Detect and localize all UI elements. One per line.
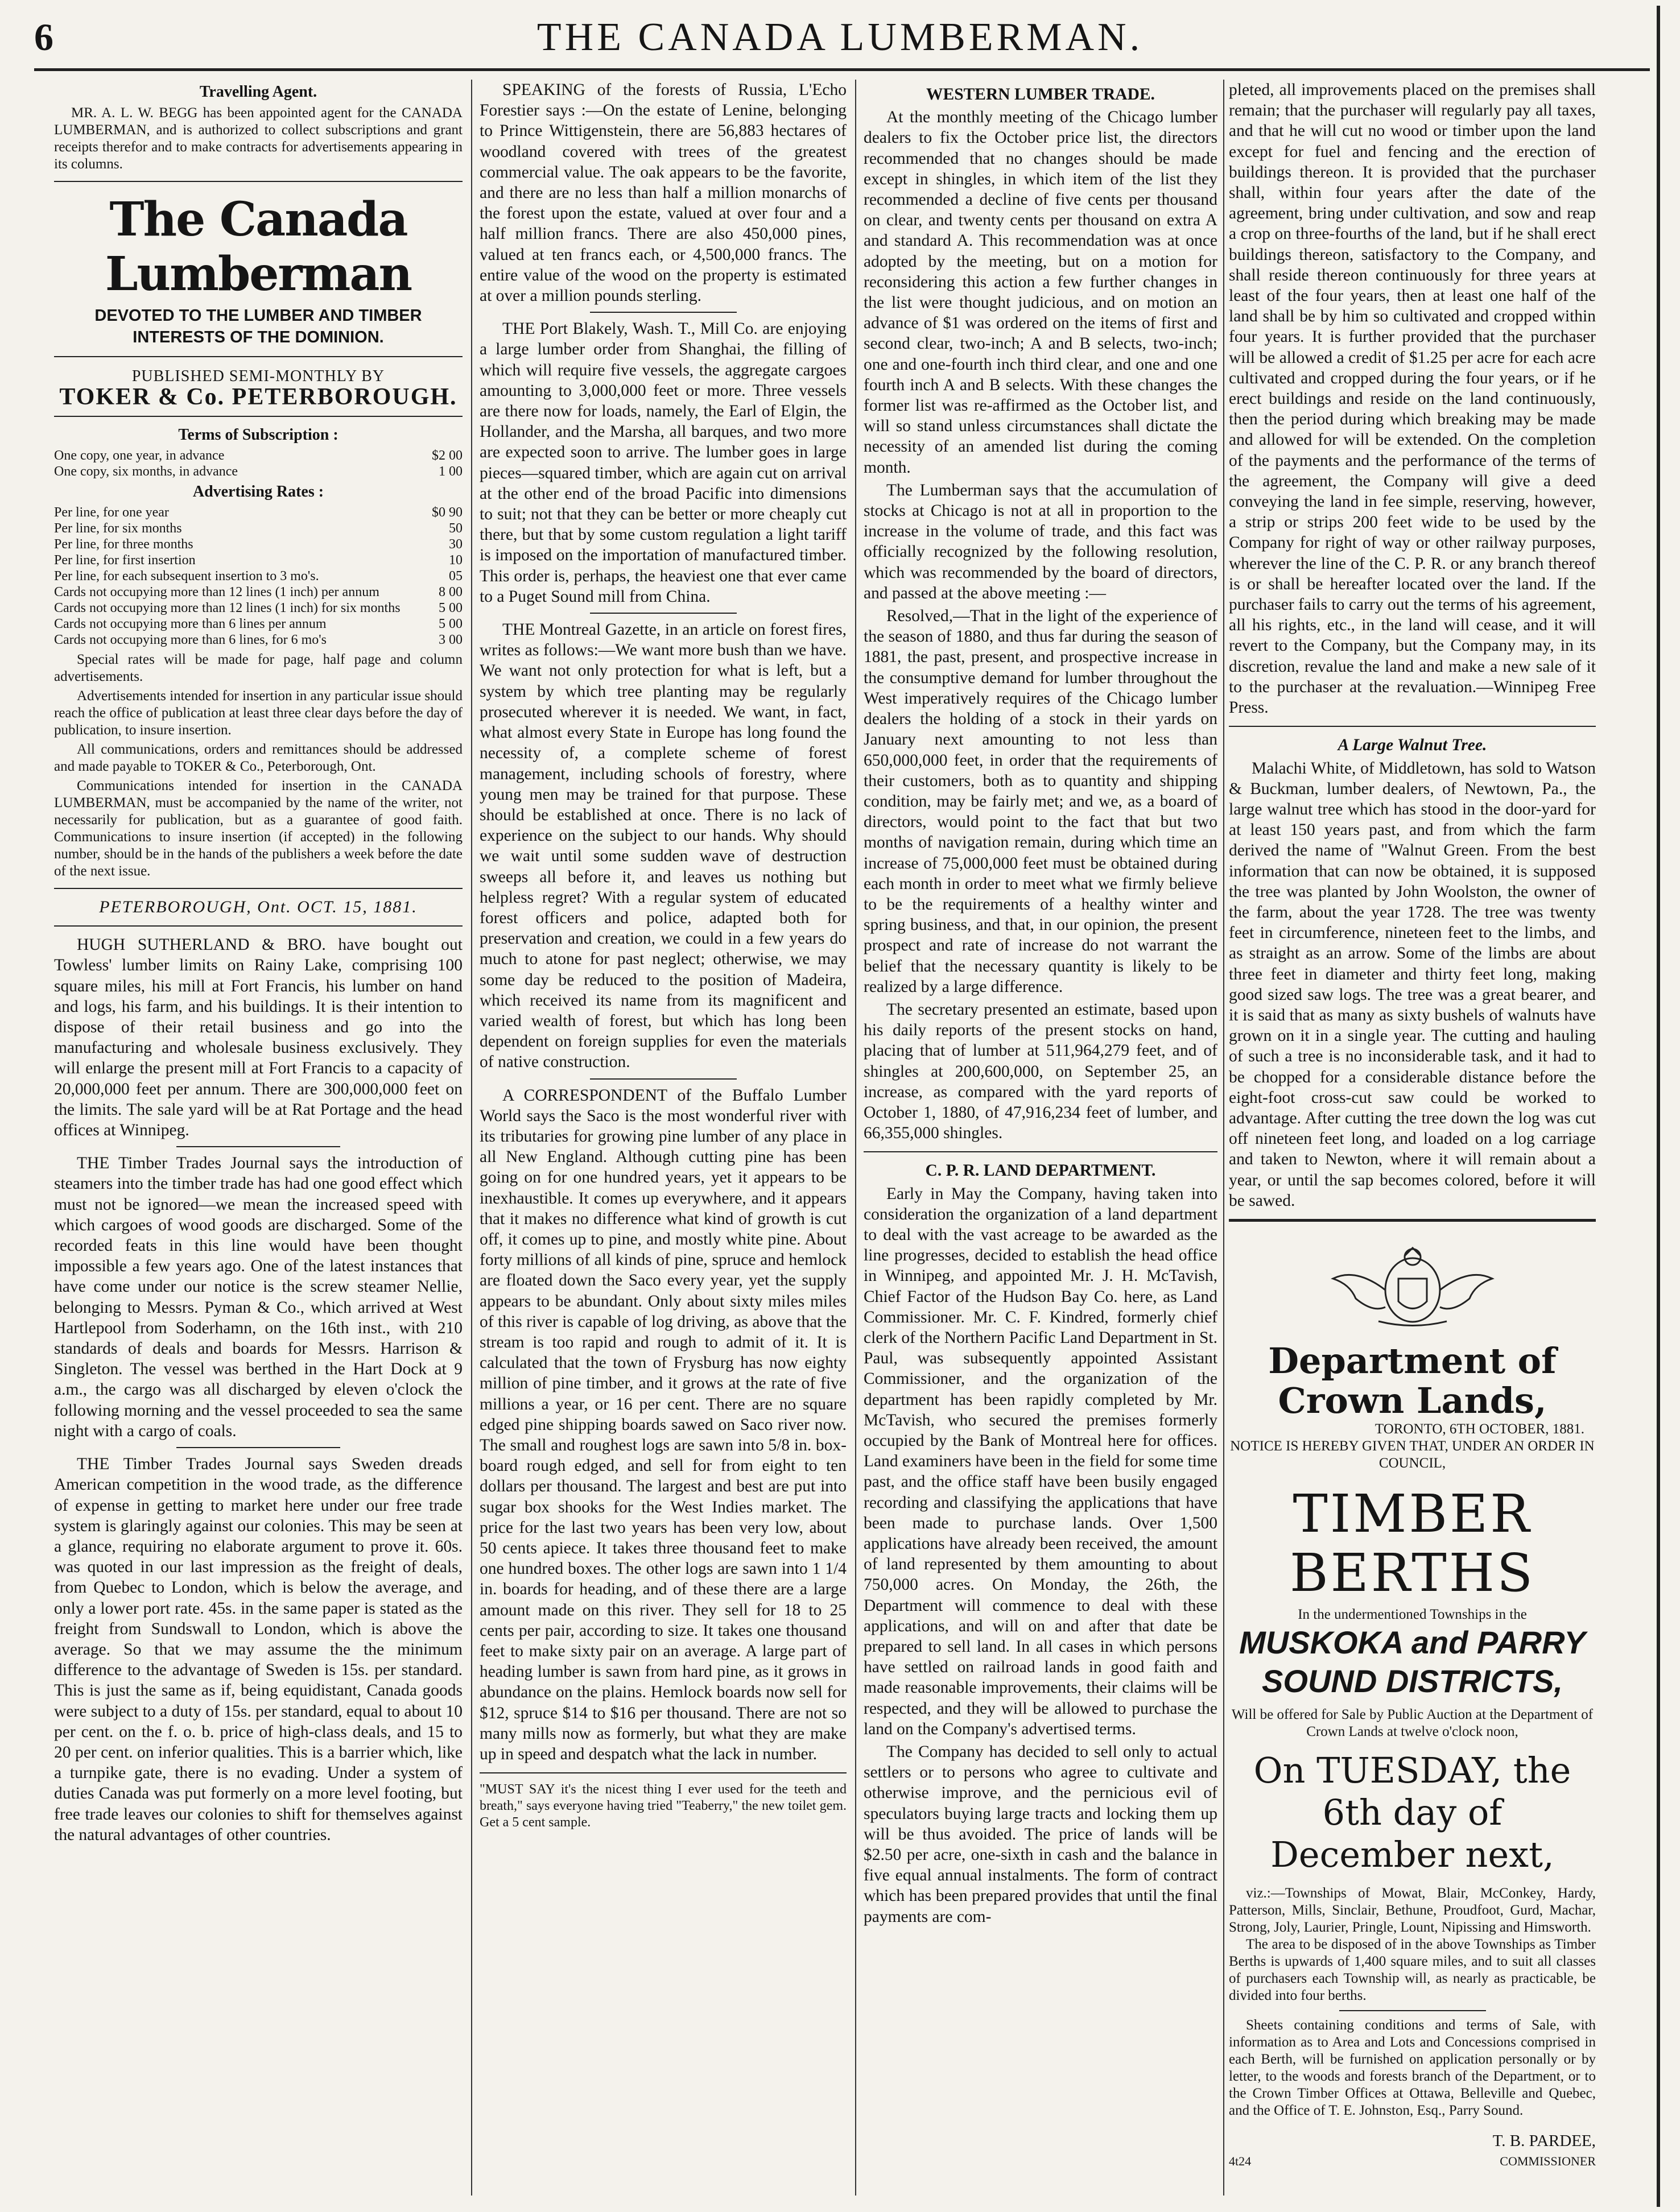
column-4: [1229, 80, 1596, 2196]
divider: [54, 181, 463, 182]
column-rule: [471, 80, 472, 2196]
rate-label: Cards not occupying more than 6 lines per annum: [54, 617, 327, 632]
ad-notice: NOTICE IS HEREBY GIVEN THAT, UNDER AN ORDER IN COUNCIL,: [1230, 1438, 1595, 1471]
rate-row: [54, 632, 463, 648]
publisher-name: TOKER & Co. PETERBOROUGH.: [59, 384, 457, 411]
rate-row: [54, 464, 463, 479]
column-2: [480, 80, 847, 2196]
rate-label: Cards not occupying more than 12 lines (1 inch) for six months: [54, 601, 401, 616]
divider: [54, 356, 463, 357]
article-paragraph: THE Timber Trades Journal says the introduction of steamers into the timber trade has had one good effect which must not be ignored—we mean the increased speed with which cargoes of wood goods are discharged. Some of the recorded feats in this line would have been thought impossible a few years ago. One of the latest instances that have come under our notice is the screw steamer Nellie, belonging to Messrs. Pyman & Co., which arrived at West Hartlepool from Soderhamn, on the 16th inst., with 210 standards of deals and boards for Messrs. Harrison & Singleton. The vessel was berthed in the Hart Dock at 9 a.m., the cargo was all discharged by eleven o'clock the following morning and the vessel proceeded to sea the same night with a cargo of coals.: [54, 1154, 463, 1440]
section-heading: WESTERN LUMBER TRADE.: [926, 85, 1155, 104]
paper-name: The Canada Lumberman: [105, 192, 412, 302]
ad-offered: Will be offered for Sale by Public Auction at the Department of Crown Lands at twelve o'clock noon,: [1231, 1706, 1594, 1739]
divider: [176, 1146, 340, 1147]
rate-price: 30: [449, 537, 463, 552]
article-paragraph: SPEAKING of the forests of Russia, L'Echo Forestier says :—On the estate of Lenine, belonging to Prince Wittigenstein, there are 56,883 hectares of woodland covered with trees of the greatest commercial value. The oak appears to be the favorite, and there are no less than half a million monarchs of the forest upon the estate, valued at over four and a half million francs. There are also 450,000 pines, valued at ten francs each, or 4,500,000 francs. The entire value of the wood on the property is estimated at over a million pounds sterling.: [480, 81, 847, 305]
rate-row: [54, 616, 463, 632]
divider: [176, 1447, 340, 1448]
rate-price: 50: [449, 521, 463, 536]
masthead-title: THE CANADA LUMBERMAN.: [536, 15, 1144, 59]
rate-label: Per line, for six months: [54, 521, 182, 536]
divider: [590, 1078, 737, 1080]
article-paragraph: The Company has decided to sell only to actual settlers or to persons who agree to cultivate and otherwise improve, and the pernicious evil of speculators buying large tracts and locking them up will be thus avoided. The price of lands will be $2.50 per acre, one-sixth in cash and the balance in five equal annual instalments. The form of contract which has been prepared provides that until the final payments are com-: [864, 1743, 1217, 1926]
column-3: [864, 80, 1217, 2196]
rates-note: All communications, orders and remittances should be addressed and made payable to TOKER & Co., Peterborough, Ont.: [54, 742, 463, 775]
page-number: 6: [34, 15, 53, 59]
column-rule: [855, 80, 856, 2196]
divider: [54, 925, 463, 927]
article-paragraph: A CORRESPONDENT of the Buffalo Lumber World says the Saco is the most wonderful river with its tributaries for growing pine lumber of any place in all New England. Although cutting pine has been going on for one hundred years, yet it appears to be inexhaustible. It comes up everywhere, and it appears that it makes no difference what kind of growth is cut off, it comes up to pine, and mostly white pine. About forty millions of all kinds of pine, spruce and hemlock are floated down the Saco every year, yet the supply appears to be abundant. Only about sixty miles miles of this river is capable of log driving, as above that the stream is too rapid and rough to admit of it. It is calculated that the town of Frysburg has now eighty million of pine timber, and it grows at the rate of five millions a year, or 16 per cent. There are no square edged pine shipping boards sawed on Saco river now. The small and roughest logs are sawn into 5/8 in. box-board rough edged, and sell for from eight to ten dollars per thousand. The largest and best are put into sugar box shooks for the West Indies market. The price for the last two years has been very low, about 50 cents apiece. It takes three thousand feet to make one hundred boxes. The other logs are sawn into 1 1/4 in. boards for heading, and of these there are a large amount made on this river. They sell for 18 to 25 cents per pair, according to size. It takes one thousand feet to make sixty pair on an average. A large part of heading lumber is sawn from hard pine, as it grows in abundance on the plains. Hemlock boards now sell for $12, spruce $14 to $16 per thousand. There are not so many mills now as formerly, but what they are make up in speed and despatch what the lack in number.: [480, 1086, 847, 1764]
ad-in-townships: In the undermentioned Townships in the: [1298, 1606, 1527, 1622]
rate-price: 5 00: [439, 601, 463, 616]
article-paragraph: Resolved,—That in the light of the experience of the season of 1880, and thus far during the season of 1881, the past, present, and prospective increase in the consumptive demand for lumber throughout the West imperatively requires of the Chicago lumber dealers the holding of a stock in their yards on January next amounting to not less than 650,000,000 feet, in order that the requirements of their customers, both as to quantity and shipping condition, may be fairly met; and we, as a board of directors, would point to the fact that but two months of navigation remain, during which time an increase of 75,000,000 feet must be obtained during each month in order to meet what we firmly believe to be the requirements of a healthy winter and spring business, and that, in our opinion, the present prospect and rate of increase do not warrant the belief that the necessary quantity is likely to be realized by a large difference.: [864, 607, 1217, 996]
rate-row: [54, 568, 463, 584]
article-paragraph: Malachi White, of Middletown, has sold to Watson & Buckman, lumber dealers, of Newtown, Pa., the large walnut tree which has stood in the door-yard for at least 150 years past, and from which the farm derived the name of "Walnut Green. From the best information that can now be obtained, it is supposed the tree was planted by John Woolston, the owner of the farm, about the year 1728. The tree was twenty feet in circumference, nineteen feet to the limbs, and as straight as an arrow. Some of the limbs are about three feet in diameter and thirty feet long, making good sized saw logs. The tree was a great bearer, and it is said that as many as sixty bushels of walnuts have grown on it in a single year. The cutting and hauling of such a tree is no inconsiderable task, and it had to be chopped for a considerable distance before the eight-foot cross-cut saw could be worked to advantage. After cutting the tree down the log was cut off nineteen feet long, and loaded on a log carriage and taken to Newton, where it will remain about a year, or until the sap becomes colored, before it will be sawed.: [1229, 759, 1596, 1210]
rate-label: Cards not occupying more than 12 lines (1 inch) per annum: [54, 585, 379, 600]
rate-row: [54, 600, 463, 616]
rate-row: [54, 505, 463, 520]
article-paragraph: pleted, all improvements placed on the premises shall remain; that the purchaser will regularly pay all taxes, and that he will cut no wood or timber upon the land except for fuel and fencing and the erection of buildings thereon. It is provided that the purchaser shall, within four years after the date of the agreement, bring under cultivation, and sow and reap a crop on three-fourths of the land, but if he shall erect buildings thereon, satisfactory to the Company, and shall reside thereon continuously for three years at least of the four years, then at least one half of the land shall be by him so cultivated and cropped within four years. It is further provided that the purchaser will be allowed a credit of $1.25 per acre for each acre cultivated and cropped during the four years, or if he erect buildings and reside on the land continuously, then the period during which breaking may be made and allowed for will be extended. On the completion of the payments and the performance of the terms of the agreement, the Company will give a deed conveying the land in fee simple, reserving, however, a strip or strips 200 feet wide to be used by the Company for right of way or other railway purposes, wherever the line of the C. P. R. or any branch thereof is or shall be hereafter located over the land. If the purchaser fails to carry out the terms of his agreement, all his rights, etc., in the land will cease, and it will revert to the Company, but the Company may, in its discretion, revalue the land and make a new sale of it to the purchaser at the revaluation.—Winnipeg Free Press.: [1229, 81, 1596, 717]
divider: [590, 312, 737, 313]
rate-price: 05: [449, 569, 463, 584]
agent-text: MR. A. L. W. BEGG has been appointed agent for the CANADA LUMBERMAN, and is authorized to collect subscriptions and grant receipts therefor and to make contracts for advertisements appearing in its columns.: [54, 105, 463, 172]
ad-sheets: Sheets containing conditions and terms of Sale, with information as to Area and Lots and Concessions comprised in each Berth, will be furnished on application personally or by letter, to the woods and forests branch of the Department, or to the Crown Timber Offices at Ottawa, Belleville and Quebec, and the Office of T. E. Johnston, Esq., Parry Sound.: [1229, 2017, 1596, 2118]
ad-place-date: TORONTO, 6TH OCTOBER, 1881.: [1374, 1421, 1584, 1437]
ad-timber-berths: TIMBER BERTHS: [1289, 1483, 1535, 1603]
advert-note: "MUST SAY it's the nicest thing I ever used for the teeth and breath," says everyone having tried "Teaberry," the new toilet gem. Get a 5 cent sample.: [480, 1782, 847, 1830]
rate-row: [54, 536, 463, 552]
dateline: PETERBOROUGH, Ont. OCT. 15, 1881.: [99, 898, 418, 917]
column-1: [54, 80, 463, 2196]
agent-heading: Travelling Agent.: [199, 83, 317, 101]
divider: [590, 613, 737, 614]
masthead-rule: [34, 68, 1650, 71]
ad-area: The area to be disposed of in the above Townships as Timber Berths is upwards of 1,400 square miles, and to suit all classes of purchasers each Township will, as nearly as practicable, be divided into four berths.: [1229, 1936, 1596, 2003]
rate-label: Per line, for each subsequent insertion to 3 mo's.: [54, 569, 319, 584]
article-paragraph: Early in May the Company, having taken into consideration the organization of a land department to deal with the vast acreage to be awarded as the line progresses, decided to establish the head office in Winnipeg, and appointed Mr. J. H. McTavish, Chief Factor of the Hudson Bay Co. here, as Land Commissioner. Mr. C. F. Kindred, formerly chief clerk of the Northern Pacific Land Department in St. Paul, was subsequently appointed Assistant Commissioner, and the organization of the department has been rapidly completed by Mr. McTavish, who secured the premises formerly occupied by the Bank of Montreal here for offices. Land examiners have been in the field for some time past, and the office staff have been busily engaged recording and classifying the applications that have been made to purchase lands. Over 1,500 applications have already been received, the amount of land represented by them amounting to about 750,000 acres. On Monday, the 26th, the Department will commence to deal with these applications, and will on and after that date be prepared to sell land. In all cases in which persons have settled on railroad lands in good faith and made reasonable improvements, their claims will be respected, and they will be allowed to purchase the land on the Company's advertised terms.: [864, 1184, 1217, 1738]
tagline: DEVOTED TO THE LUMBER AND TIMBER INTERESTS OF THE DOMINION.: [94, 307, 422, 347]
article-paragraph: At the monthly meeting of the Chicago lumber dealers to fix the October price list, the directors recommended that no changes should be made except in shingles, in which item of the list they recommended a decline of five cents per thousand on clear, and twenty cents per thousand on extra A and standard A. This recommendation was at once adopted by the meeting, but on a motion for reconsidering this action a few further changes in the list were thought judicious, and on motion an advance of $1 was ordered on the items of first and second clear, two-inch; A and B selects, two-inch; one and one-fourth inch third clear, and one and one fourth inch A and B selects. With these changes the former list was re-affirmed as the October list, and will so stand unless circumstances shall dictate the necessity of an amended list during the coming month.: [864, 108, 1217, 477]
advertising-rates: [54, 505, 463, 648]
rate-row: [54, 552, 463, 568]
divider: [1229, 726, 1596, 727]
divider: [1339, 2010, 1486, 2011]
ad-code: 4t24: [1229, 2154, 1252, 2169]
section-heading: A Large Walnut Tree.: [1338, 736, 1487, 755]
article-paragraph: The Lumberman says that the accumulation of stocks at Chicago is not at all in proportion to the increase in the volume of trade, and this fact was officially recognized by the following resolution, which was recommended by the board of directors, and passed at the above meeting :—: [864, 481, 1217, 602]
rate-price: 5 00: [439, 617, 463, 632]
rate-label: One copy, one year, in advance: [54, 448, 225, 463]
rate-row: [54, 584, 463, 600]
ad-signer: T. B. PARDEE,: [1492, 2131, 1596, 2150]
rate-row: [54, 448, 463, 464]
ad-signer-title: COMMISSIONER: [1500, 2154, 1596, 2169]
rates-note: Communications intended for insertion in the CANADA LUMBERMAN, must be accompanied by the name of the writer, not necessarily for publication, but as a guarantee of good faith. Communications to insure insertion (if accepted) in the following number, should be in the hands of the publishers a week before the date of the next issue.: [54, 778, 463, 879]
rate-row: [54, 520, 463, 536]
ad-sale-date: On TUESDAY, the 6th day of December next,: [1253, 1749, 1571, 1875]
divider: [54, 888, 463, 889]
article-paragraph: THE Montreal Gazette, in an article on forest fires, writes as follows:—We want more bush than we have. We want not only protection for what is left, but a system by which tree planting may be regularly prosecuted wherever it is needed. We want, in fact, what almost every State in Europe has long found the necessity of, a complete scheme of forest management, including schools of forestry, where young men may be trained for that purpose. These should be established at once. There is no lack of experience on the subject to our hands. Why should we wait until some sudden wave of destruction sweeps all before it, and leaves us nothing but helpless regret? With a regular system of educated forest officers and police, adapted both for preservation and creation, we could in a few years do much to atone for past neglect; otherwise, we may some day be reduced to the position of Madeira, which received its name from its magnificent and varied wealth of forest, but which has long been dependent on foreign supplies for even the materials of native construction.: [480, 621, 847, 1072]
rate-price: 8 00: [439, 585, 463, 600]
rate-price: $0 90: [432, 505, 463, 520]
divider: [1229, 1219, 1596, 1222]
advertising-heading: Advertising Rates :: [192, 482, 324, 501]
subscription-heading: Terms of Subscription :: [178, 425, 339, 444]
article-paragraph: HUGH SUTHERLAND & BRO. have bought out Towless' lumber limits on Rainy Lake, comprising 100 square miles, his mill at Fort Francis, his lumber on hand and logs, his farm, and his buildings. It is their intention to dispose of their retail business and go into the manufacturing and wholesale business exclusively. They will enlarge the present mill at Fort Francis to a capacity of 20,000,000 feet per annum. There are 300,000,000 feet on the limits. The sale yard will be at Rat Portage and the head offices at Winnipeg.: [54, 936, 463, 1140]
page-edge: [1657, 6, 1660, 2207]
column-rule: [1223, 80, 1224, 2196]
rate-label: Per line, for first insertion: [54, 553, 196, 568]
subscription-list: [54, 448, 463, 479]
ad-department: Department of Crown Lands,: [1268, 1339, 1557, 1421]
rate-price: 1 00: [439, 464, 463, 479]
section-heading: C. P. R. LAND DEPARTMENT.: [925, 1161, 1156, 1180]
article-paragraph: THE Port Blakely, Wash. T., Mill Co. are enjoying a large lumber order from Shanghai, the filling of which will require five vessels, the aggregate cargoes amounting to 3,000,000 feet or more. Three vessels are there now for loads, namely, the Earl of Elgin, the Hollander, and the Marsha, all barques, and two more are expected soon to arrive. The lumber goes in large pieces—squared timber, which are again cut on arrival at the other end of the broad Pacific into dimensions to suit; not that they can be better or more cheaply cut there, but that by some custom regulation a light tariff is imposed on the importation of manufactured timber. This order is, perhaps, the heaviest one that ever came to a Puget Sound mill from China.: [480, 320, 847, 606]
rate-label: Per line, for three months: [54, 537, 193, 552]
rate-price: $2 00: [432, 448, 463, 463]
ad-townships: viz.:—Townships of Mowat, Blair, McConkey, Hardy, Patterson, Mills, Sinclair, Bethune, Proudfoot, Gurd, Machar, Strong, Joly, Laurier, Pringle, Lount, Nipissing and Himsworth.: [1229, 1885, 1596, 1935]
published-line: PUBLISHED SEMI-MONTHLY BY: [131, 367, 385, 386]
rate-price: 3 00: [439, 632, 463, 648]
coat-of-arms-emblem: [1293, 1244, 1532, 1330]
rates-note: Advertisements intended for insertion in any particular issue should reach the office of publication at least three clear days before the day of publication, to insure insertion.: [54, 688, 463, 738]
rates-note: Special rates will be made for page, half page and column advertisements.: [54, 652, 463, 685]
rate-label: Per line, for one year: [54, 505, 169, 520]
divider: [864, 1151, 1217, 1152]
rate-price: 10: [449, 553, 463, 568]
divider: [54, 416, 463, 417]
rate-label: Cards not occupying more than 6 lines, for 6 mo's: [54, 632, 327, 648]
article-paragraph: THE Timber Trades Journal says Sweden dreads American competition in the wood trade, as the difference of expense in getting to market here under our free trade system is glaringly against our colonies. This may be seen at a glance, requiring no elaborate argument to prove it. 60s. was quoted in our last impression as the freight of deals, from Quebec to London, which is below the average, and only a lower port rate. 45s. in the same paper is stated as the freight from Sundswall to London, which is above the average. So that we may assume the the minimum difference to the advantage of Sweden is 15s. per standard. This is just the same as if, being equidistant, Canada goods were subject to a duty of 15s. per standard, equal to about 10 per cent. on the f. o. b. price of high-class deals, and 15 to 20 per cent. on inferior qualities. This is a barrier which, like a turnpike gate, there is no evading. Under a system of duties Canada was put formerly on a more level footing, but free trade leaves our colonies to shift for themselves against the natural advantages of other countries.: [54, 1455, 463, 1844]
ad-districts: MUSKOKA and PARRY SOUND DISTRICTS,: [1239, 1624, 1586, 1699]
divider: [480, 1772, 847, 1773]
rate-label: One copy, six months, in advance: [54, 464, 238, 479]
article-paragraph: The secretary presented an estimate, based upon his daily reports of the present stocks on hand, placing that of lumber at 511,964,279 feet, and of shingles at 200,600,000, on September 25, an increase, as compared with the yard reports of October 1, 1880, of 47,916,234 feet of lumber, and 66,355,000 shingles.: [864, 1000, 1217, 1143]
